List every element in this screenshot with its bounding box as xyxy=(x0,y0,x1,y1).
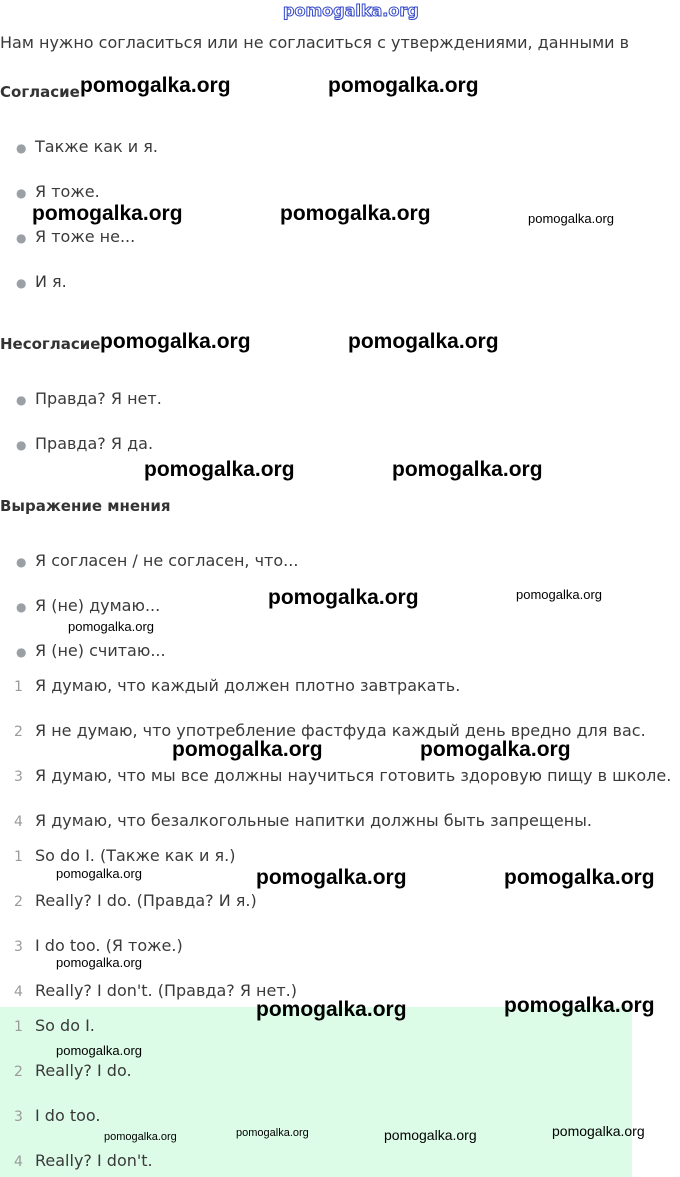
watermark: pomogalka.org xyxy=(68,619,154,634)
statement-item: 4 Я думаю, что безалкогольные напитки должны быть запрещены. xyxy=(14,811,592,830)
watermark: pomogalka.org xyxy=(420,738,571,761)
opinion-heading: Выражение мнения xyxy=(0,497,171,515)
list-item: ● Также как и я. xyxy=(16,137,158,156)
bullet-icon: ● xyxy=(16,185,27,200)
list-item: ● Я (не) думаю... xyxy=(16,596,161,615)
bullet-icon: ● xyxy=(16,644,27,659)
answer-item: 3 I do too. xyxy=(14,1106,101,1125)
list-item: ● И я. xyxy=(16,272,67,291)
list-item: ● Правда? Я нет. xyxy=(16,389,162,408)
statement-item: 3 Я думаю, что мы все должны научиться готовить здоровую пищу в школе. xyxy=(14,766,672,785)
watermark: pomogalka.org xyxy=(172,738,323,761)
bullet-icon: ● xyxy=(16,392,27,407)
watermark: pomogalka.org xyxy=(56,955,142,970)
list-item: ● Я согласен / не согласен, что... xyxy=(16,551,299,570)
bullet-icon: ● xyxy=(16,437,27,452)
statement-item: 1 Я думаю, что каждый должен плотно завтракать. xyxy=(14,676,461,695)
watermark: pomogalka.org xyxy=(328,74,479,97)
watermark: pomogalka.org xyxy=(100,330,251,353)
bullet-icon: ● xyxy=(16,230,27,245)
watermark: pomogalka.org xyxy=(348,330,499,353)
watermark: pomogalka.org xyxy=(552,1123,645,1139)
watermark-top: pomogalka.org xyxy=(283,1,419,20)
response-item: 2 Really? I do. (Правда? И я.) xyxy=(14,891,257,910)
list-item: ● Я тоже не... xyxy=(16,227,136,246)
watermark: pomogalka.org xyxy=(56,866,142,881)
watermark: pomogalka.org xyxy=(504,994,655,1017)
response-item: 3 I do too. (Я тоже.) xyxy=(14,936,183,955)
agreement-heading: Согласие xyxy=(0,83,80,101)
statement-item: 2 Я не думаю, что употребление фастфуда каждый день вредно для вас. xyxy=(14,721,646,740)
watermark: pomogalka.org xyxy=(236,1127,309,1139)
bullet-icon: ● xyxy=(16,275,27,290)
watermark: pomogalka.org xyxy=(144,458,295,481)
response-item: 4 Really? I don't. (Правда? Я нет.) xyxy=(14,981,297,1000)
watermark: pomogalka.org xyxy=(516,587,602,602)
answer-item: 1 So do I. xyxy=(14,1016,95,1035)
intro-text: Нам нужно согласиться или не согласиться с утверждениями, данными в xyxy=(0,33,630,52)
bullet-icon: ● xyxy=(16,140,27,155)
answer-item: 2 Really? I do. xyxy=(14,1061,132,1080)
watermark: pomogalka.org xyxy=(56,1043,142,1058)
list-item: ● Я тоже. xyxy=(16,182,100,201)
watermark: pomogalka.org xyxy=(256,998,407,1021)
watermark: pomogalka.org xyxy=(80,74,231,97)
watermark: pomogalka.org xyxy=(268,586,419,609)
watermark: pomogalka.org xyxy=(104,1131,177,1143)
response-item: 1 So do I. (Также как и я.) xyxy=(14,846,236,865)
list-item: ● Правда? Я да. xyxy=(16,434,154,453)
watermark: pomogalka.org xyxy=(280,202,431,225)
watermark: pomogalka.org xyxy=(384,1127,477,1143)
watermark: pomogalka.org xyxy=(528,211,614,226)
watermark: pomogalka.org xyxy=(504,866,655,889)
disagreement-heading: Несогласие xyxy=(0,335,101,353)
watermark: pomogalka.org xyxy=(392,458,543,481)
bullet-icon: ● xyxy=(16,554,27,569)
list-item: ● Я (не) считаю... xyxy=(16,641,166,660)
bullet-icon: ● xyxy=(16,599,27,614)
watermark: pomogalka.org xyxy=(32,202,183,225)
watermark: pomogalka.org xyxy=(256,866,407,889)
answer-item: 4 Really? I don't. xyxy=(14,1151,153,1170)
